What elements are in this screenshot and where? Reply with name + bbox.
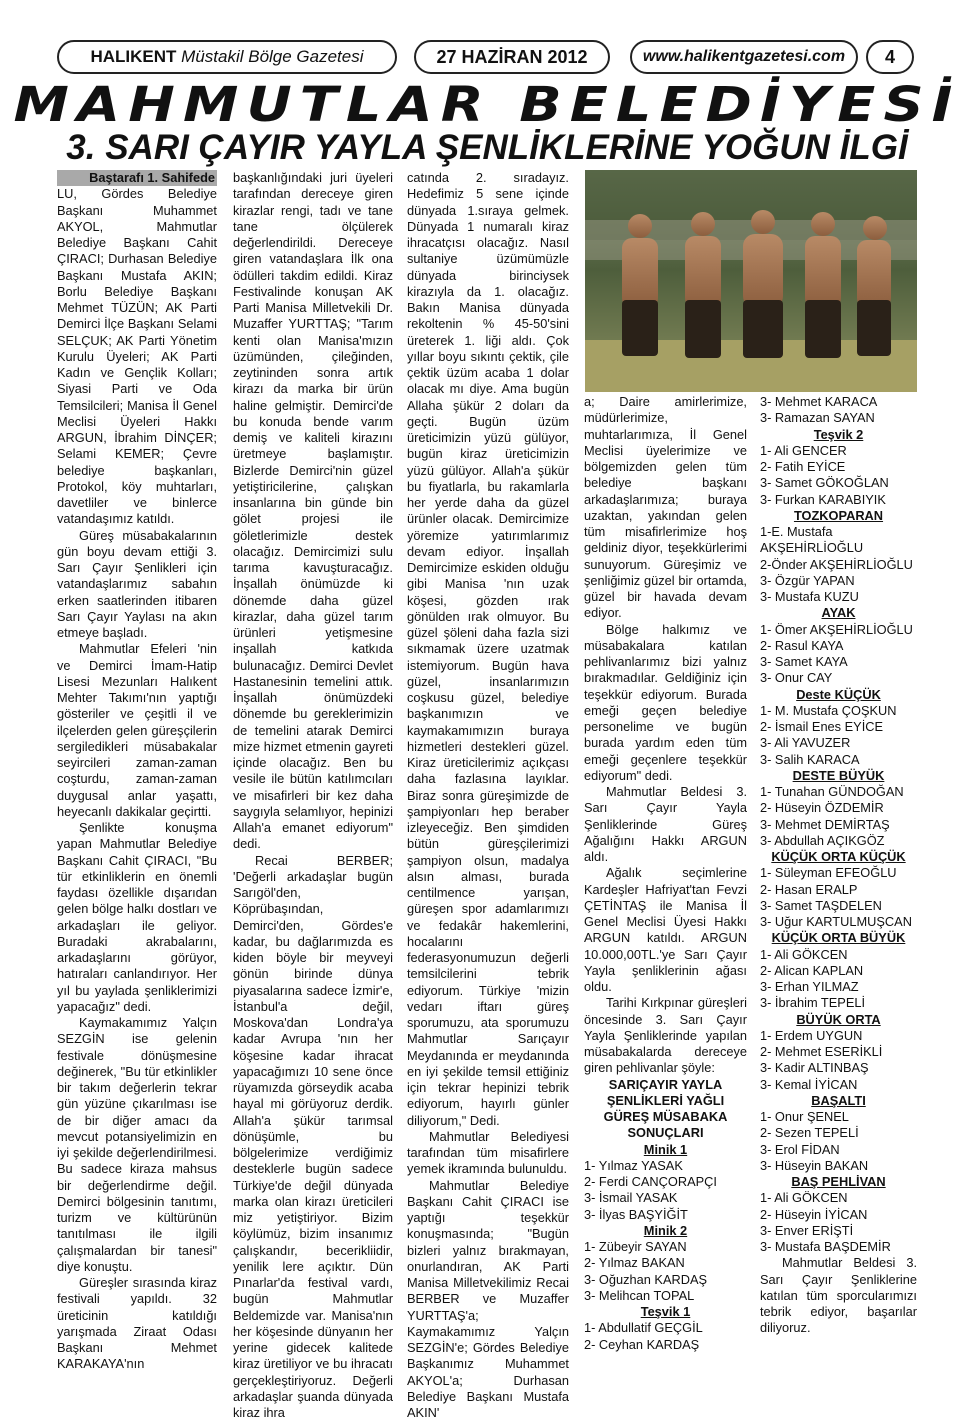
results-item: 1- Ali GÖKCEN xyxy=(760,1190,917,1206)
article-paragraph: Mahmutlar Beldesi 3. Sarı Çayır Yayla Şenliklerinde Güreş Ağalığını Hakkı ARGUN aldı. xyxy=(584,784,747,865)
results-item: 1- Yılmaz YASAK xyxy=(584,1158,747,1174)
page-number: 4 xyxy=(866,40,914,74)
article-paragraph: catında 2. sıradayız. Hedefimiz 5 sene içinde dünyada 1.sıraya gelmek. Dünyada 1 numaralı kiraz ihracatçısı olacağız. Nasıl sultaniye üzümümüzle dünyada birinciysek kirazıyla da 1. olacağız. Bakın Manisa dünyada rekoltenin % 45-50'sini üreterek 1. liği aldı. Çok yıllar boyu sıkıntı çektik, çile çektik üzüm acaba 1 dolar olacak mı diye. Ama bugün Allaha şükür 2 doları da geçti. Bugün üzüm üreticimizin yüzü gülüyor, bugün kiraz üreticimizin yüzü gülüyor. Allah'a şükür bu fiyatlarla, bu rakamlarla her yerde daha da güzel ürünler olacak. Demircimize yöremize yatırımlarımız devam ediyor. İnşallah Demircimize eskiden olduğu gibi Manisa 'nın uzak köşesi, gözden ırak gönülden ırak olmuyor. Bu güzel şöleni daha fazla sizi sıkmamak üzere uzatmak istemiyorum. Bugün hava güzel, insanlarımızın coşkusu güzel, belediye başkanımızın ve kaymakamımızın buraya hizmetleri destekleri güzel. Kiraz üreticilerimiz açıkçası daha fazlasına layıklar. Biraz sonra güreşimizde de şampiyonları hep beraber izleyeceğiz. Ben şimdiden bütün güreşçilerimizi şampiyon olsun, madalya alsın alması, burada centilmence yarışan, güreşen spor adamlarımızı ve fedakâr hakemlerini, hocalarını federasyonumuzun değerli temsilcilerini tebrik ediyorum. Türkiye 'mizin vedarı iftarı güreş sporumuzu, ata sporumuzu Mahmutlar Sarıçayır Meydanında er meydanında en iyi şekilde temsil ettiğiniz için tekrar hepinizi tebrik ediyorum, hayırlı günler diliyorum," Dedi. xyxy=(407,170,569,1129)
article-paragraph: LU, Gördes Belediye Başkanı Muhammet AKYOL, Mahmutlar Belediye Başkanı Cahit ÇIRACI; Durhasan Belediye Başkanı Mustafa AKIN; Borlu Belediye Başkanı Mehmet TÜZÜN; AK Parti Demirci İlçe Başkanı Selami SELÇUK; AK Parti Yönetim Kurulu Üyeleri; AK Parti Kadın ve Gençlik Kolları; Siyasi Parti ve Oda Temsilcileri; Manisa İl Genel Meclisi Üyeleri Hakkı ARGUN, İbrahim DİNÇER; Selami KEMER; Çevre belediye başkanları, Protokol, köy muhtarları, davetliler ve binlerce vatandaşımız katıldı. xyxy=(57,186,217,527)
results-item: 3- Özgür YAPAN xyxy=(760,573,917,589)
website-link[interactable]: www.halikentgazetesi.com xyxy=(630,40,858,74)
wrestlers-photo xyxy=(585,170,917,392)
results-item: 1- Ali GENCER xyxy=(760,443,917,459)
article-paragraph: Mahmutlar Belediyesi tarafından tüm misafirlere yemek ikramında bulunuldu. xyxy=(407,1129,569,1178)
results-item: 2- Rasul KAYA xyxy=(760,638,917,654)
results-item: 1- Zübeyir SAYAN xyxy=(584,1239,747,1255)
results-item: 1- Erdem UYGUN xyxy=(760,1028,917,1044)
results-item: 2- Fatih EYİCE xyxy=(760,459,917,475)
paper-name-badge xyxy=(57,40,397,74)
results-item: 1- Süleyman EFEOĞLU xyxy=(760,865,917,881)
results-item: 3- Kadir ALTINBAŞ xyxy=(760,1060,917,1076)
results-title: SARIÇAYIR YAYLA ŞENLİKLERİ YAĞLI GÜREŞ MÜSABAKA SONUÇLARI xyxy=(584,1077,747,1142)
results-category: BAŞ PEHLİVAN xyxy=(760,1174,917,1190)
results-category: Minik 1 xyxy=(584,1142,747,1158)
results-list xyxy=(584,1142,747,1353)
results-item: 1-E. Mustafa AKŞEHİRLİOĞLU xyxy=(760,524,917,557)
results-item: 3- Erol FİDAN xyxy=(760,1142,917,1158)
article-paragraph: Güreşler sırasında kiraz festivali yapıldı. 32 üreticinin katıldığı yarışmada Ziraat Odası Başkanı Mehmet KARAKAYA'nın xyxy=(57,1275,217,1373)
results-item: 3- Salih KARACA xyxy=(760,752,917,768)
results-item: 2- Ceyhan KARDAŞ xyxy=(584,1337,747,1353)
article-column-2 xyxy=(233,170,393,1421)
article-paragraph: Şenlikte konuşma yapan Mahmutlar Belediye Başkanı Cahit ÇIRACI, "Bu tür etkinliklerin en önemli faydası özellikle dışarıdan gelen bölge halkı dostları ve arkadaşları ile geliyor. Buradaki akrabalarını, arkadaşlarını görüyor, hatıraları canlandırıyor. Her yıl bu yaylada şenliklerimizi yapacağız" dedi. xyxy=(57,820,217,1015)
results-item: 3- Uğur KARTULMUŞCAN xyxy=(760,914,917,930)
results-item: 3- Ali YAVUZER xyxy=(760,735,917,751)
article-paragraph: Tarihi Kırkpınar güreşleri öncesinde 3. Sarı Çayır Yayla Şenliklerinde yapılan müsabakalarda dereceye giren pehlivanlar şöyle: xyxy=(584,995,747,1076)
results-item: 3- İlyas BAŞYİĞİT xyxy=(584,1207,747,1223)
masthead-title: MAHMUTLAR BELEDİYESİ xyxy=(0,80,975,130)
issue-date: 27 HAZİRAN 2012 xyxy=(414,40,610,74)
article-column-3 xyxy=(407,170,569,1421)
article-paragraph: başkanlığındaki juri üyeleri tarafından dereceye giren kirazlar rengi, tadı ve tane tane ölçülerek değerlendirildi. Dereceye giren vatandaşlara İlk ona ödülleri takdim edildi. Kiraz Festivalinde konuşan AK Parti Manisa Milletvekili Dr. Muzaffer YURTTAŞ; "Tarım kenti olan Manisa'mızın üzümünden, çileğinden, zeytininden sonra artık kirazı da marka bir ürün haline gelmiştir. Demirci'de bu konuda bende varım demiş ve kaliteli kirazını üretmeye başlamıştır. Bizlerde Demirci'nin güzel yetiştiricilerine, çalışkan insanlarına bin günde bin gölet projesi ile göletlerimizle destek olacağız. Demircimizi sulu tarıma kavuşturacağız. İnşallah önümüzde ki dönemde daha güzel kirazlar, daha güzel tarım ürünleri yetişmesine inşallah katkıda bulunacağız. Demirci Devlet Hastanesinin temelini attık. İnşallah önümüzdeki dönemde bu gereklerimizin de temelini atarak Demirci mize hizmet etmenin gayreti içinde olacağız. Ben bu vesile ile bütün katılımcıları ve misafirleri bir kez daha saygıyla selamlıyor, hepinizi Allah'a emanet ediyorum" dedi. xyxy=(233,170,393,853)
article-paragraph: Mahmutlar Efeleri 'nin ve Demirci İmam-Hatip Lisesi Mezunları Halıkent Mehter Takımı'nın yaptığı gösteriler ve çeşitli il ve ilçelerden gelen güreşçilerin sergiledikleri müsabakalar seyircileri zaman-zaman coşturdu, zaman-zaman duygusal anlar yaşattı, heyecanlı dakikalar geçirtti. xyxy=(57,641,217,820)
results-category: AYAK xyxy=(760,605,917,621)
results-category: Minik 2 xyxy=(584,1223,747,1239)
paper-name: HALIKENT xyxy=(90,47,176,67)
results-column xyxy=(760,394,917,1337)
results-item: 3- Erhan YILMAZ xyxy=(760,979,917,995)
results-item: 3- Melihcan TOPAL xyxy=(584,1288,747,1304)
article-column-1 xyxy=(57,170,217,1373)
results-category: KÜÇÜK ORTA BÜYÜK xyxy=(760,930,917,946)
article-paragraph: Recai BERBER; 'Değerli arkadaşlar bugün Sarıgöl'den, Köprübaşından, Demirci'den, Gördes'e kadar, bu dağlarımızda es kiden böyle bir meyveyi gönün birinde dünya piyasalarına sadece İzmir'e, İstanbul'a değil, Moskova'dan Londra'ya kadar Avrupa 'nın her köşesine kadar ihracat yapacağımızı 10 sene önce rüyamızda görseydik acaba hayal mi görüyoruz derdik. Allah'a şükür tarımsal dönüşümle, bu bölgelerimize verdiğimiz desteklerle bugün sadece Türkiye'de değil dünyada marka olan kirazı üreticileri miz yetiştiriyor. Bizim köylümüz, bizim insanımız çalışkandır, becerikliidir, yenilik lere açıktır. Dün Pınarlar'da festival vardı, bugün Mahmutlar Beldemizde var. Manisa'nın her köşesinde dünyanın her yerine gidecek kalitede kiraz üretiliyor ve bu ihracatı gerçekleştiriyoruz. Değerli arkadaşlar şuanda dünyada kiraz ihra xyxy=(233,853,393,1421)
results-item: 3- İbrahim TEPELİ xyxy=(760,995,917,1011)
article-paragraph: Güreş müsabakalarının gün boyu devam ettiği 3. Sarı Çayır Şenlikleri için vatandaşlarımız sabahın erken saatlerinden itibaren Sarı Çayır Yaylası na akın etmeye başladı. xyxy=(57,528,217,642)
results-item: 3- İsmail YASAK xyxy=(584,1190,747,1206)
results-item: 3- Mustafa KUZU xyxy=(760,589,917,605)
results-category: DESTE BÜYÜK xyxy=(760,768,917,784)
paper-tagline: Müstakil Bölge Gazetesi xyxy=(181,47,363,67)
results-item: 1- Ömer AKŞEHİRLİOĞLU xyxy=(760,622,917,638)
results-item: 3- Ramazan SAYAN xyxy=(760,410,917,426)
results-category: Deste KÜÇÜK xyxy=(760,687,917,703)
results-item: 2- Ferdi CANÇORAPÇI xyxy=(584,1174,747,1190)
article-column-4 xyxy=(584,394,747,1353)
article-paragraph: Kaymakamımız Yalçın SEZGİN ise gelenin festivale dönüşmesine değinerek, "Bu tür etkinlikler bir takım değerlerin tekrar gün yüzüne çıkarılması ise de bir diğer amacı da mevcut potansiyelimizin en iyi şekilde değerlendirilmesi. Bu sadece kiraza mahsus bir değerlendirme değil. Demirci bölgesinin tanıtımı, turizm ve kültürünün tanıtılması ile ilgili çalışmalardan bir tanesi" diye konuştu. xyxy=(57,1015,217,1275)
article-paragraph: Ağalık seçimlerine Kardeşler Hafriyat'tan Fevzi ÇETİNTAŞ ile Manisa İl Genel Meclisi Üyesi Hakkı ARGUN katıldı. ARGUN 10.000,00TL.'ye Sarı Çayır Yayla şenliklerinin ağası oldu. xyxy=(584,865,747,995)
results-item: 2- Mehmet ESERİKLİ xyxy=(760,1044,917,1060)
results-item: 3- Furkan KARABIYIK xyxy=(760,492,917,508)
results-item: 2- Yılmaz BAKAN xyxy=(584,1255,747,1271)
results-item: 3- Hüseyin BAKAN xyxy=(760,1158,917,1174)
results-item: 3- Onur CAY xyxy=(760,670,917,686)
results-item: 3- Oğuzhan KARDAŞ xyxy=(584,1272,747,1288)
results-item: 1- Onur ŞENEL xyxy=(760,1109,917,1125)
results-item: 3- Samet KAYA xyxy=(760,654,917,670)
results-item: 2- Hüseyin İYİCAN xyxy=(760,1207,917,1223)
results-category: TOZKOPARAN xyxy=(760,508,917,524)
results-item: 1- Ali GÖKCEN xyxy=(760,947,917,963)
results-category: KÜÇÜK ORTA KÜÇÜK xyxy=(760,849,917,865)
results-item: 1- Tunahan GÜNDOĞAN xyxy=(760,784,917,800)
results-category: BÜYÜK ORTA xyxy=(760,1012,917,1028)
wrestlers-photo-image xyxy=(585,170,917,392)
article-paragraph: a; Daire amirlerimize, müdürlerimize, muhtarlarımıza, İl Genel Meclisi üyelerimize ve bölgemizden gelen tüm belediye başkanı arkadaşlarımıza; buraya uzaktan, yakından gelen tüm misafirlerimize hoş geldiniz diyor, teşekkürlerimi sunuyorum. Güreşimiz ve şenliğimiz güzel bir ortamda, güzel bir havada devam ediyor. xyxy=(584,394,747,622)
results-item: 1- Abdullatif GEÇGİL xyxy=(584,1320,747,1336)
results-category: BAŞALTI xyxy=(760,1093,917,1109)
results-item: 1- M. Mustafa ÇOŞKUN xyxy=(760,703,917,719)
results-item: 3- Mehmet DEMİRTAŞ xyxy=(760,817,917,833)
results-item: 3- Samet GÖKOĞLAN xyxy=(760,475,917,491)
results-item: 2- Alican KAPLAN xyxy=(760,963,917,979)
results-item: 3- Samet TAŞDELEN xyxy=(760,898,917,914)
results-category: Teşvik 1 xyxy=(584,1304,747,1320)
article-paragraph: Bölge halkımız ve müsabakalara katılan pehlivanlarımız bizi yalnız bırakmadılar. Geldiğiniz için teşekkür ediyorum. Burada emeği geçen belediye personelime ve bugün burada yardım eden tüm emeği geçenlere teşekkür ediyorum" dedi. xyxy=(584,622,747,785)
results-item: 3- Kemal İYİCAN xyxy=(760,1077,917,1093)
results-item: 2- Hasan ERALP xyxy=(760,882,917,898)
continued-from-kicker: Baştarafı 1. Sahifede xyxy=(57,170,217,186)
results-item: 2- Sezen TEPELİ xyxy=(760,1125,917,1141)
results-item: 3- Mehmet KARACA xyxy=(760,394,917,410)
results-item: 3- Mustafa BAŞDEMİR xyxy=(760,1239,917,1255)
results-item: 3- Abdullah AÇIKGÖZ xyxy=(760,833,917,849)
results-item: 2- İsmail Enes EYİCE xyxy=(760,719,917,735)
results-item: 2-Önder AKŞEHİRLİOĞLU xyxy=(760,557,917,573)
article-headline: 3. SARI ÇAYIR YAYLA ŞENLİKLERİNE YOĞUN İLGİ xyxy=(57,128,917,168)
article-paragraph: Mahmutlar Belediye Başkanı Cahit ÇIRACI ise yaptığı teşekkür konuşmasında; "Bugün bizleri yalnız bırakmayan, onurlandıran, AK Parti Manisa Milletvekilimiz Recai BERBER ve Muzaffer YURTTAŞ'a; Kaymakamımız Yalçın SEZGİN'e; Gördes Belediye Başkanımız Muhammet AKYOL'a; Durhasan Belediye Başkanı Mustafa AKIN' xyxy=(407,1178,569,1421)
results-item: 3- Enver ERİŞTİ xyxy=(760,1223,917,1239)
results-category: Teşvik 2 xyxy=(760,427,917,443)
results-closing: Mahmutlar Beldesi 3. Sarı Çayır Şenliklerine katılan tüm sporcularımızı tebrik ediyor, başarılar diliyoruz. xyxy=(760,1255,917,1336)
results-list xyxy=(760,394,917,1255)
results-item: 2- Hüseyin ÖZDEMİR xyxy=(760,800,917,816)
